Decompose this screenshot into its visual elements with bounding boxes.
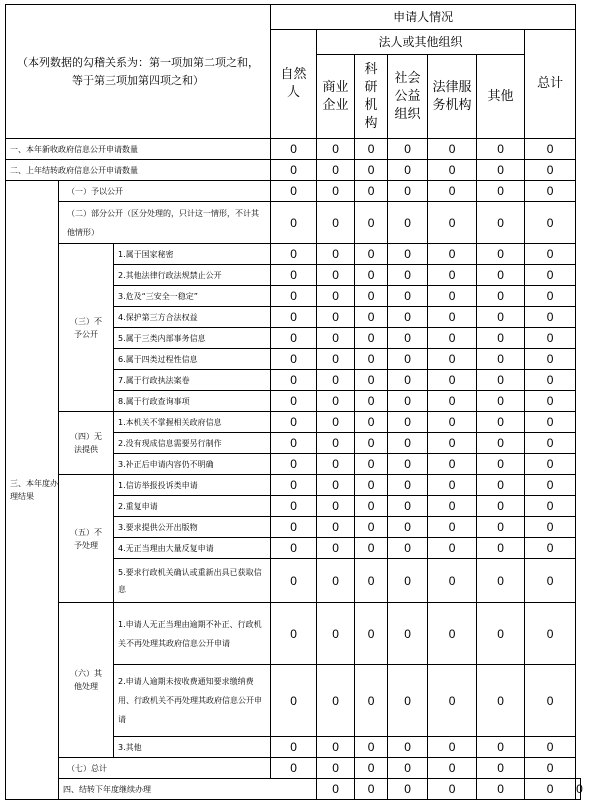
- value-cell: 0: [428, 139, 477, 160]
- value-cell: 0: [317, 202, 355, 244]
- row-label: 6.属于四类过程性信息: [114, 349, 271, 370]
- legal-persons-header: 法人或其他组织: [317, 30, 525, 55]
- value-cell: 0: [355, 202, 388, 244]
- value-cell: 0: [525, 139, 576, 160]
- value-cell: 0: [271, 454, 317, 475]
- value-cell: 0: [428, 391, 477, 412]
- value-cell: 0: [388, 370, 428, 391]
- value-cell: 0: [271, 517, 317, 538]
- row-label: （二）部分公开（区分处理的，只计这一情形，不计其他情形）: [59, 202, 271, 244]
- value-cell: 0: [525, 665, 576, 737]
- value-cell: 0: [477, 160, 525, 181]
- table-row: [6, 244, 581, 265]
- research-header: 科研机构: [355, 55, 388, 139]
- value-cell: 0: [428, 517, 477, 538]
- value-cell: 0: [355, 517, 388, 538]
- value-cell: 0: [355, 286, 388, 307]
- value-cell: 0: [271, 665, 317, 737]
- row-label: 二、上年结转政府信息公开申请数量: [6, 160, 271, 181]
- value-cell: 0: [271, 265, 317, 286]
- value-cell: 0: [477, 370, 525, 391]
- value-cell: 0: [428, 538, 477, 559]
- value-cell: 0: [525, 538, 576, 559]
- value-cell: 0: [355, 603, 388, 665]
- row-label: 5.属于三类内部事务信息: [114, 328, 271, 349]
- value-cell: 0: [317, 665, 355, 737]
- value-cell: 0: [525, 737, 576, 758]
- value-cell: 0: [525, 307, 576, 328]
- value-cell: 0: [477, 265, 525, 286]
- value-cell: 0: [355, 328, 388, 349]
- value-cell: 0: [525, 559, 576, 603]
- value-cell: 0: [477, 391, 525, 412]
- value-cell: 0: [477, 737, 525, 758]
- value-cell: 0: [317, 391, 355, 412]
- value-cell: 0: [428, 265, 477, 286]
- value-cell: 0: [477, 603, 525, 665]
- value-cell: 0: [388, 160, 428, 181]
- value-cell: 0: [317, 758, 355, 779]
- row-label: 四、结转下年度继续办理: [59, 779, 317, 800]
- value-cell: 0: [388, 496, 428, 517]
- value-cell: 0: [317, 737, 355, 758]
- value-cell: 0: [388, 139, 428, 160]
- value-cell: 0: [477, 779, 525, 800]
- value-cell: 0: [355, 475, 388, 496]
- value-cell: 0: [388, 202, 428, 244]
- value-cell: 0: [428, 454, 477, 475]
- value-cell: 0: [477, 307, 525, 328]
- value-cell: 0: [477, 559, 525, 603]
- row-label: 3.补正后申请内容仍不明确: [114, 454, 271, 475]
- row-label: 4.无正当理由大量反复申请: [114, 538, 271, 559]
- value-cell: 0: [317, 779, 355, 800]
- value-cell: 0: [388, 475, 428, 496]
- value-cell: 0: [477, 139, 525, 160]
- value-cell: 0: [388, 412, 428, 433]
- table-row: [6, 181, 581, 202]
- value-cell: 0: [355, 433, 388, 454]
- row-label: （一）予以公开: [59, 181, 271, 202]
- value-cell: 0: [428, 559, 477, 603]
- value-cell: 0: [525, 160, 576, 181]
- row-label: 3.危及“三安全一稳定”: [114, 286, 271, 307]
- value-cell: 0: [388, 391, 428, 412]
- value-cell: 0: [525, 496, 576, 517]
- value-cell: 0: [428, 475, 477, 496]
- value-cell: 0: [525, 370, 576, 391]
- value-cell: 0: [477, 538, 525, 559]
- value-cell: 0: [477, 286, 525, 307]
- value-cell: 0: [317, 559, 355, 603]
- applicant-info-header: 申请人情况: [271, 5, 576, 30]
- value-cell: 0: [271, 160, 317, 181]
- value-cell: 0: [317, 412, 355, 433]
- value-cell: 0: [388, 665, 428, 737]
- value-cell: 0: [317, 139, 355, 160]
- value-cell: 0: [388, 454, 428, 475]
- value-cell: 0: [477, 433, 525, 454]
- value-cell: 0: [271, 202, 317, 244]
- value-cell: 0: [428, 349, 477, 370]
- value-cell: 0: [525, 454, 576, 475]
- value-cell: 0: [317, 244, 355, 265]
- value-cell: 0: [271, 603, 317, 665]
- notproc-group-label: （五）不予处理: [59, 475, 114, 603]
- row-label: 1.信访举报投诉类申请: [114, 475, 271, 496]
- value-cell: 0: [355, 391, 388, 412]
- value-cell: 0: [271, 433, 317, 454]
- value-cell: 0: [271, 370, 317, 391]
- natural-person-header: 自然人: [271, 30, 317, 139]
- value-cell: 0: [271, 737, 317, 758]
- value-cell: 0: [317, 517, 355, 538]
- value-cell: 0: [477, 202, 525, 244]
- value-cell: 0: [355, 244, 388, 265]
- value-cell: 0: [271, 349, 317, 370]
- value-cell: 0: [477, 244, 525, 265]
- value-cell: 0: [388, 244, 428, 265]
- value-cell: 0: [428, 202, 477, 244]
- deny-group-label: （三）不予公开: [59, 244, 114, 412]
- value-cell: 0: [271, 181, 317, 202]
- value-cell: 0: [477, 454, 525, 475]
- value-cell: 0: [428, 603, 477, 665]
- value-cell: 0: [317, 181, 355, 202]
- value-cell: 0: [477, 181, 525, 202]
- value-cell: 0: [388, 559, 428, 603]
- value-cell: 0: [525, 517, 576, 538]
- value-cell: 0: [317, 286, 355, 307]
- table-row: [6, 412, 581, 433]
- value-cell: 0: [525, 758, 576, 779]
- row-label: 2.其他法律行政法规禁止公开: [114, 265, 271, 286]
- value-cell: 0: [271, 758, 317, 779]
- row-label: 5.要求行政机关确认或重新出具已获取信息: [114, 559, 271, 603]
- value-cell: 0: [388, 779, 428, 800]
- value-cell: 0: [317, 454, 355, 475]
- business-header: 商业企业: [317, 55, 355, 139]
- value-cell: 0: [477, 496, 525, 517]
- value-cell: 0: [355, 349, 388, 370]
- value-cell: 0: [271, 496, 317, 517]
- value-cell: 0: [271, 139, 317, 160]
- value-cell: 0: [317, 307, 355, 328]
- value-cell: 0: [388, 737, 428, 758]
- value-cell: 0: [428, 737, 477, 758]
- table-row: [6, 758, 581, 779]
- value-cell: 0: [428, 181, 477, 202]
- value-cell: 0: [388, 538, 428, 559]
- table-row: [6, 779, 581, 800]
- row-label: 7.属于行政执法案卷: [114, 370, 271, 391]
- value-cell: 0: [428, 496, 477, 517]
- table-row: [6, 160, 581, 181]
- value-cell: 0: [525, 391, 576, 412]
- value-cell: 0: [525, 475, 576, 496]
- value-cell: 0: [428, 665, 477, 737]
- value-cell: 0: [271, 391, 317, 412]
- value-cell: 0: [355, 758, 388, 779]
- value-cell: 0: [525, 202, 576, 244]
- legal-service-header: 法律服务机构: [428, 55, 477, 139]
- value-cell: 0: [317, 349, 355, 370]
- table-row: [6, 603, 581, 665]
- value-cell: 0: [525, 244, 576, 265]
- table-row: [6, 202, 581, 244]
- value-cell: 0: [317, 603, 355, 665]
- value-cell: 0: [317, 265, 355, 286]
- value-cell: 0: [525, 779, 576, 800]
- value-cell: 0: [428, 307, 477, 328]
- statistics-table: [5, 4, 581, 800]
- value-cell: 0: [355, 454, 388, 475]
- row-label: 1.属于国家秘密: [114, 244, 271, 265]
- value-cell: 0: [477, 517, 525, 538]
- value-cell: 0: [355, 779, 388, 800]
- value-cell: 0: [428, 160, 477, 181]
- value-cell: 0: [317, 370, 355, 391]
- row-label: 1.申请人无正当理由逾期不补正、行政机关不再处理其政府信息公开申请: [114, 603, 271, 665]
- value-cell: 0: [355, 538, 388, 559]
- value-cell: 0: [428, 433, 477, 454]
- value-cell: 0: [525, 412, 576, 433]
- value-cell: 0: [355, 139, 388, 160]
- table-row: [6, 475, 581, 496]
- value-cell: 0: [355, 412, 388, 433]
- value-cell: 0: [428, 758, 477, 779]
- value-cell: 0: [271, 307, 317, 328]
- value-cell: 0: [477, 665, 525, 737]
- value-cell: 0: [355, 160, 388, 181]
- value-cell: 0: [388, 286, 428, 307]
- value-cell: 0: [388, 181, 428, 202]
- value-cell: 0: [271, 538, 317, 559]
- value-cell: 0: [428, 286, 477, 307]
- value-cell: 0: [428, 779, 477, 800]
- value-cell: 0: [525, 265, 576, 286]
- value-cell: 0: [317, 496, 355, 517]
- value-cell: 0: [271, 475, 317, 496]
- value-cell: 0: [388, 328, 428, 349]
- value-cell: 0: [525, 286, 576, 307]
- value-cell: 0: [525, 328, 576, 349]
- value-cell: 0: [317, 475, 355, 496]
- value-cell: 0: [388, 433, 428, 454]
- row-label: 2.申请人逾期未按收费通知要求缴纳费用、行政机关不再处理其政府信息公开申请: [114, 665, 271, 737]
- value-cell: 0: [388, 265, 428, 286]
- row-label: 4.保护第三方合法权益: [114, 307, 271, 328]
- value-cell: 0: [355, 370, 388, 391]
- row-label: （七）总计: [59, 758, 271, 779]
- value-cell: 0: [317, 433, 355, 454]
- total-header: 总计: [525, 30, 576, 139]
- value-cell: 0: [355, 181, 388, 202]
- value-cell: 0: [355, 737, 388, 758]
- value-cell: 0: [355, 265, 388, 286]
- value-cell: 0: [388, 307, 428, 328]
- value-cell: 0: [271, 244, 317, 265]
- row-label: 1.本机关不掌握相关政府信息: [114, 412, 271, 433]
- value-cell: 0: [355, 496, 388, 517]
- value-cell: 0: [355, 665, 388, 737]
- value-cell: 0: [525, 349, 576, 370]
- value-cell: 0: [317, 160, 355, 181]
- value-cell: 0: [525, 603, 576, 665]
- row-label: 2.重复申请: [114, 496, 271, 517]
- section-three-label: 三、本年度办理结果: [6, 181, 59, 800]
- value-cell: 0: [477, 349, 525, 370]
- value-cell: 0: [271, 412, 317, 433]
- value-cell: 0: [477, 758, 525, 779]
- value-cell: 0: [317, 328, 355, 349]
- value-cell: 0: [317, 538, 355, 559]
- table-note: （本列数据的勾稽关系为：第一项加第二项之和，等于第三项加第四项之和）: [6, 5, 271, 139]
- other-header: 其他: [477, 55, 525, 139]
- table-row: [6, 139, 581, 160]
- value-cell: 0: [525, 433, 576, 454]
- value-cell: 0: [271, 286, 317, 307]
- value-cell: 0: [428, 328, 477, 349]
- value-cell: 0: [576, 779, 581, 800]
- value-cell: 0: [428, 412, 477, 433]
- row-label: 8.属于行政查询事项: [114, 391, 271, 412]
- row-label: 3.要求提供公开出版物: [114, 517, 271, 538]
- value-cell: 0: [428, 370, 477, 391]
- value-cell: 0: [271, 328, 317, 349]
- value-cell: 0: [388, 517, 428, 538]
- value-cell: 0: [355, 307, 388, 328]
- social-welfare-header: 社会公益组织: [388, 55, 428, 139]
- value-cell: 0: [525, 181, 576, 202]
- row-label: 3.其他: [114, 737, 271, 758]
- value-cell: 0: [388, 758, 428, 779]
- value-cell: 0: [428, 244, 477, 265]
- otherproc-group-label: （六）其他处理: [59, 603, 114, 758]
- value-cell: 0: [477, 328, 525, 349]
- unable-group-label: （四）无法提供: [59, 412, 114, 475]
- row-label: 2.没有现成信息需要另行制作: [114, 433, 271, 454]
- value-cell: 0: [477, 412, 525, 433]
- value-cell: 0: [477, 475, 525, 496]
- row-label: 一、本年新收政府信息公开申请数量: [6, 139, 271, 160]
- value-cell: 0: [388, 349, 428, 370]
- value-cell: 0: [271, 559, 317, 603]
- value-cell: 0: [388, 603, 428, 665]
- value-cell: 0: [355, 559, 388, 603]
